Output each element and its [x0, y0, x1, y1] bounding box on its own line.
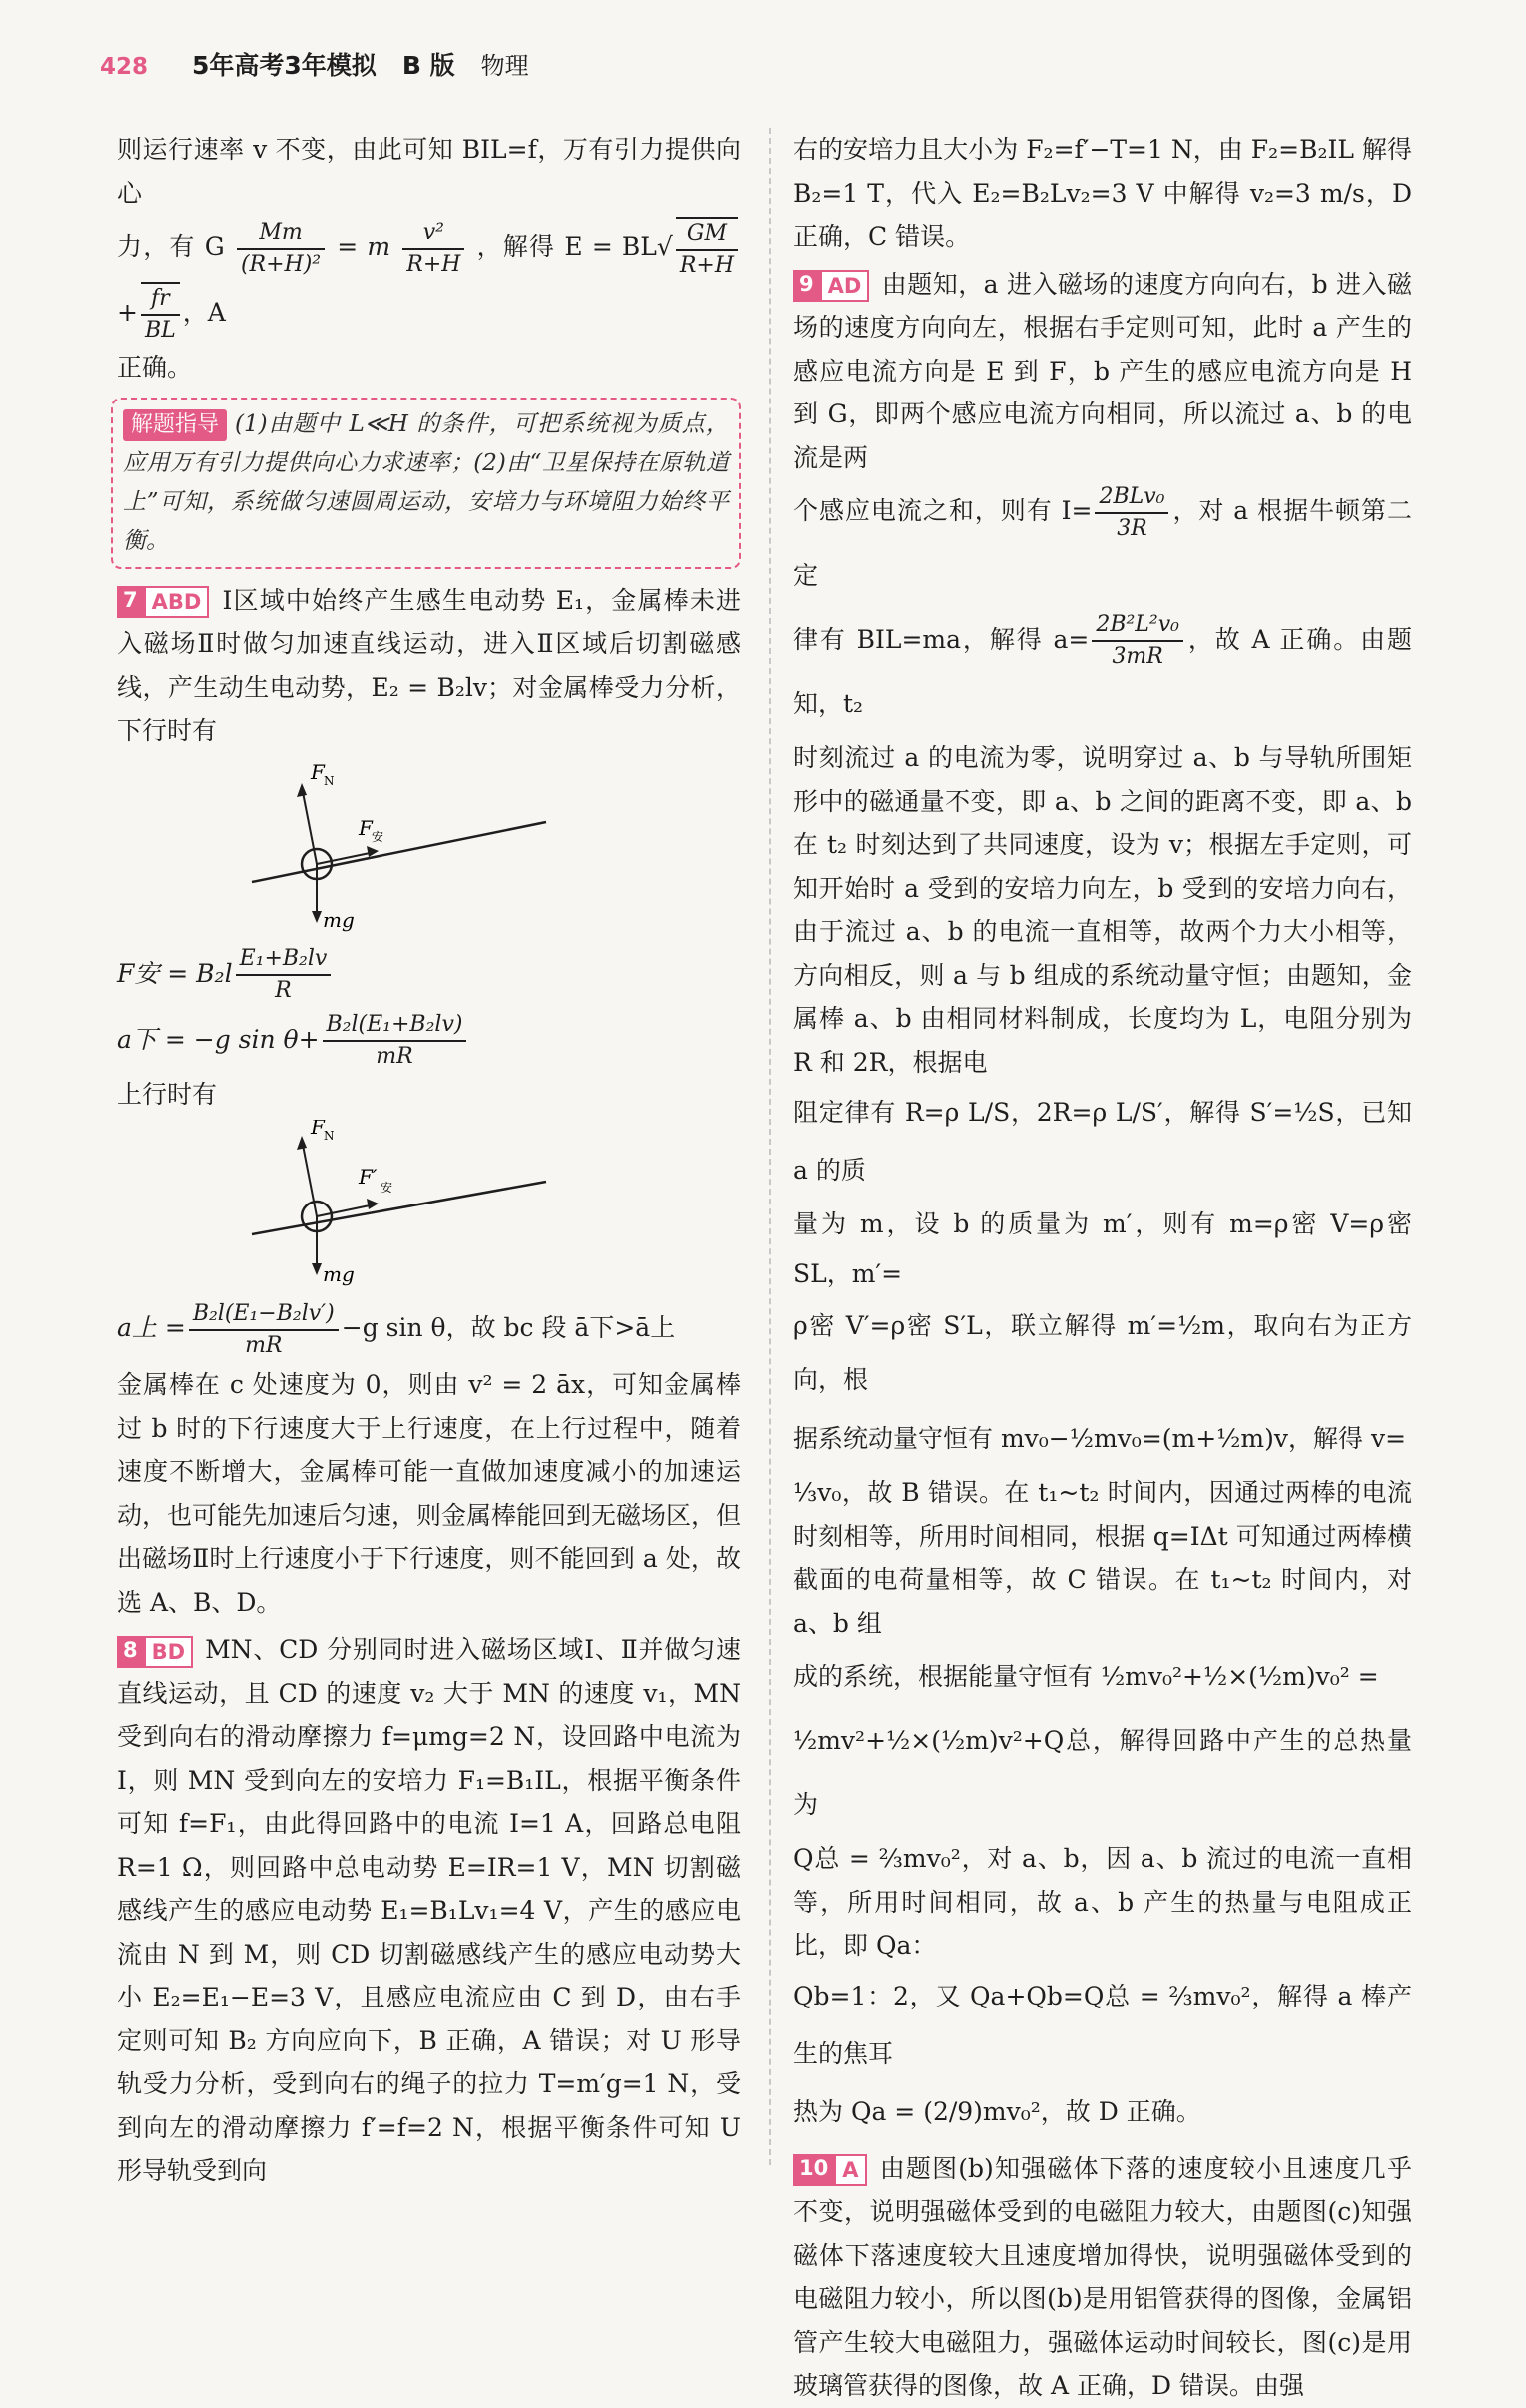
fraction: $\frac{Mm}{\text{(R+H)²}}$ [237, 218, 325, 280]
q9-accel-line: 律有 BIL=ma，解得 a= $\frac{\text{2B²L²v₀}}{3mR}$ ，故 A 正确。由题知，t₂ [793, 612, 1413, 718]
fraction: $\frac{\text{B₂l(E₁−B₂lv′)}}{mR}$ [189, 1299, 339, 1361]
q8-answer-tag: 8 BD [117, 1636, 193, 1668]
fraction: $\frac{fr}{BL}$ [141, 282, 180, 346]
left-column [117, 128, 741, 2193]
fig1-fan-label: F [359, 815, 373, 840]
q9-energy2-line: ½mv²+½×(½m)v²+Q总，解得回路中产生的总热量为 [793, 1726, 1412, 1819]
q9-resistance-line: 阻定律有 R=ρ L/S，2R=ρ L/S′，解得 S′=½S，已知 a 的质 [793, 1098, 1412, 1185]
q9-text2: 时刻流过 a 的电流为零，说明穿过 a、b 与导轨所围矩形中的磁通量不变，即 a、b 之间的距离不变，即 a、b 在 t₂ 时刻达到了共同速度，设为 v；根据左手定则，可知开始时 a 受到的安培力向左，b 受到的安培力向右，由于流过 a、b 的电流一直相等，故两个力大小相等，方向相反，则 a 与 b 组成的系统动量守恒；由题知，金属棒 a、b 由相同材料制成，长度均为 L，电阻分别为 R 和 2R，根据电 [793, 743, 1412, 1077]
fig1-mg-label: mg [323, 907, 355, 932]
q6-conclusion: 正确。 [117, 353, 193, 382]
q9-mass-line: 量为 m，设 b 的质量为 m′，则有 m=ρ密 V=ρ密 SL，m′= [793, 1209, 1412, 1288]
solution-tip-box [111, 398, 741, 569]
q9-heat2-line: Qb=1：2，又 Qa+Qb=Q总 = ⅔mv₀²，解得 a 棒产生的焦耳 [793, 1981, 1412, 2068]
q6-formula-line: 力，有 G $\frac{Mm}{\text{(R+H)²}}$ = m $\frac{\text{v²}}{R+H}$ ，解得 E = BL√ $\frac{GM}{R+H}$ + $\frac{fr}{BL}$ ，A [117, 215, 741, 346]
q8-continuation: 右的安培力且大小为 F₂=f′−T=1 N，由 F₂=B₂IL 解得 B₂=1 T，代入 E₂=B₂Lv₂=3 V 中解得 v₂=3 m/s，D 正确，C 错误。 [793, 135, 1412, 251]
q10-paragraph: 10 A 由题图(b)知强磁体下落的速度较小且速度几乎不变，说明强磁体受到的电磁阻力较大，由题图(c)知强磁体下落速度较大且速度增加得快，说明强磁体受到的电磁阻力较小，所以图(b)是用铝管获得的图像，金属铝管产生较大电磁阻力，强磁体运动时间较长，图(c)是用玻璃管获得的图像，故 A 正确，D 错误。由强 [793, 2153, 1412, 2400]
q9-heat3-line: 热为 Qa = (2/9)mv₀²，故 D 正确。 [793, 2096, 1201, 2126]
svg-text:安: 安 [372, 829, 384, 844]
q9-answer-tag: 9 AD [793, 270, 869, 302]
q9-paragraph: 9 AD 由题知，a 进入磁场的速度方向向右，b 进入磁场的速度方向向左，根据右手定则可知，此时 a 产生的感应电流方向是 E 到 F，b 产生的感应电流方向是 H 到 G，即两个感应电流方向相同，所以流过 a、b 的电流是两 [793, 269, 1412, 472]
q9-momentum-line: 据系统动量守恒有 mv₀−½mv₀=(m+½m)v，解得 v= [793, 1424, 1407, 1453]
fraction: $\frac{\text{2B²L²v₀}}{3mR}$ [1092, 610, 1183, 672]
right-column [793, 128, 1412, 2408]
q9-mass2-line: ρ密 V′=ρ密 S′L，联立解得 m′=½m，取向右为正方向，根 [793, 1311, 1412, 1394]
q7-paragraph: 7 ABD Ⅰ区域中始终产生感生电动势 E₁，金属棒未进入磁场Ⅱ时做匀加速直线运动，进入Ⅱ区域后切割磁感线，产生动生电动势，E₂ = B₂lv；对金属棒受力分析，下行时有 [117, 585, 741, 745]
page-header [100, 46, 529, 86]
book-edition: B 版 [401, 51, 455, 80]
q7-conclusion: 金属棒在 c 处速度为 0，则由 v² = 2 āx，可知金属棒过 b 时的下行速度大于上行速度，在上行过程中，随着速度不断增大，金属棒可能一直做加速度减小的加速运动，也可能先加速后匀速，则金属棒能回到无磁场区，但出磁场Ⅱ时上行速度小于下行速度，则不能回到 a 处，故选 A、B、D。 [117, 1370, 742, 1617]
column-divider [769, 128, 771, 2165]
q9-current-line: 个感应电流之和，则有 I= $\frac{\text{2BLv₀}}{3R}$ ，对 a 根据牛顿第二定 [793, 483, 1412, 590]
q10-answer-tag: 10 A [793, 2154, 867, 2186]
fig1-fn-label: F [311, 759, 325, 784]
svg-text:N: N [324, 773, 335, 788]
fig2-fan-label: F′ [359, 1165, 378, 1189]
force-diagram-up [247, 1120, 566, 1289]
q6-line1: 则运行速率 v 不变，由此可知 BIL=f，万有引力提供向心 [117, 135, 741, 208]
solution-tip-tag: 解题指导 [123, 409, 227, 441]
svg-text:N: N [324, 1129, 335, 1143]
svg-text:安: 安 [381, 1181, 393, 1195]
a-up-equation: a上 = $\frac{\text{B₂l(E₁−B₂lv′)}}{mR}$ −g sin θ，故 bc 段 ā下>ā上 [117, 1293, 741, 1363]
q9-heat-line: Q总 = ⅔mv₀²，对 a、b，因 a、b 流过的电流一直相等，所用时间相同，故 a、b 产生的热量与电阻成正比，即 Qa： [793, 1844, 1412, 1960]
q9-velocity-line: ⅓v₀，故 B 错误。在 t₁~t₂ 时间内，因通过两棒的电流时刻相等，所用时间相同，根据 q=IΔt 可知通过两棒横截面的电荷量相等，故 C 错误。在 t₁~t₂ 时间内，对 a、b 组 [793, 1478, 1412, 1638]
up-label: 上行时有 [117, 1079, 218, 1109]
q8-paragraph: 8 BD MN、CD 分别同时进入磁场区域Ⅰ、Ⅱ并做匀速直线运动，且 CD 的速度 v₂ 大于 MN 的速度 v₁，MN 受到向右的滑动摩擦力 f=μmg=2 N，设回路中电流为 I，则 MN 受到向左的安培力 F₁=B₁IL，根据平衡条件可知 f=F₁，由此得回路中的电流 I=1 A，回路总电阻 R=1 Ω，则回路中总电动势 E=IR=1 V，MN 切割磁感线产生的感应电动势 E₁=B₁Lv₁=4 V，产生的感应电流由 N 到 M，则 CD 切割磁感线产生的感应电动势大小 E₂=E₁−E=3 V，且感应电流应由 C 到 D，由右手定则可知 B₂ 方向应向下，B 正确，A 错误；对 U 形导轨受力分析，受到向右的绳子的拉力 T=m′g=1 N，受到向左的滑动摩擦力 f′=f=2 N，根据平衡条件可知 U 形导轨受到向 [117, 1635, 741, 2185]
fraction: $\frac{\text{B₂l(E₁+B₂lv)}}{mR}$ [323, 1010, 467, 1072]
solution-tip-text: (1)由题中 L≪H 的条件，可把系统视为质点，应用万有引力提供向心力求速率；(2)由“卫星保持在原轨道上”可知，系统做匀速圆周运动，安培力与环境阻力始终平衡。 [123, 410, 729, 554]
subject-label: 物理 [480, 52, 529, 80]
f-an-equation: F安 = B₂l $\frac{\text{E₁+B₂lv}}{R}$ [117, 941, 741, 1007]
fig2-fn-label: F [311, 1120, 325, 1139]
q9-energy-line: 成的系统，根据能量守恒有 ½mv₀²+½×(½m)v₀² = [793, 1662, 1379, 1691]
a-down-equation: a下 = −g sin θ+ $\frac{\text{B₂l(E₁+B₂lv)}}{mR}$ [117, 1007, 741, 1073]
fig2-mg-label: mg [323, 1262, 355, 1286]
page-number: 428 [100, 54, 149, 80]
book-title: 5年高考3年模拟 [192, 51, 377, 80]
fraction: $\frac{\text{v²}}{R+H}$ [402, 218, 464, 280]
fraction: $\frac{GM}{R+H}$ [676, 217, 738, 281]
fraction: $\frac{\text{2BLv₀}}{3R}$ [1095, 482, 1168, 544]
q7-answer-tag: 7 ABD [117, 586, 209, 618]
fraction: $\frac{\text{E₁+B₂lv}}{R}$ [236, 944, 332, 1006]
force-diagram-down [247, 757, 566, 937]
